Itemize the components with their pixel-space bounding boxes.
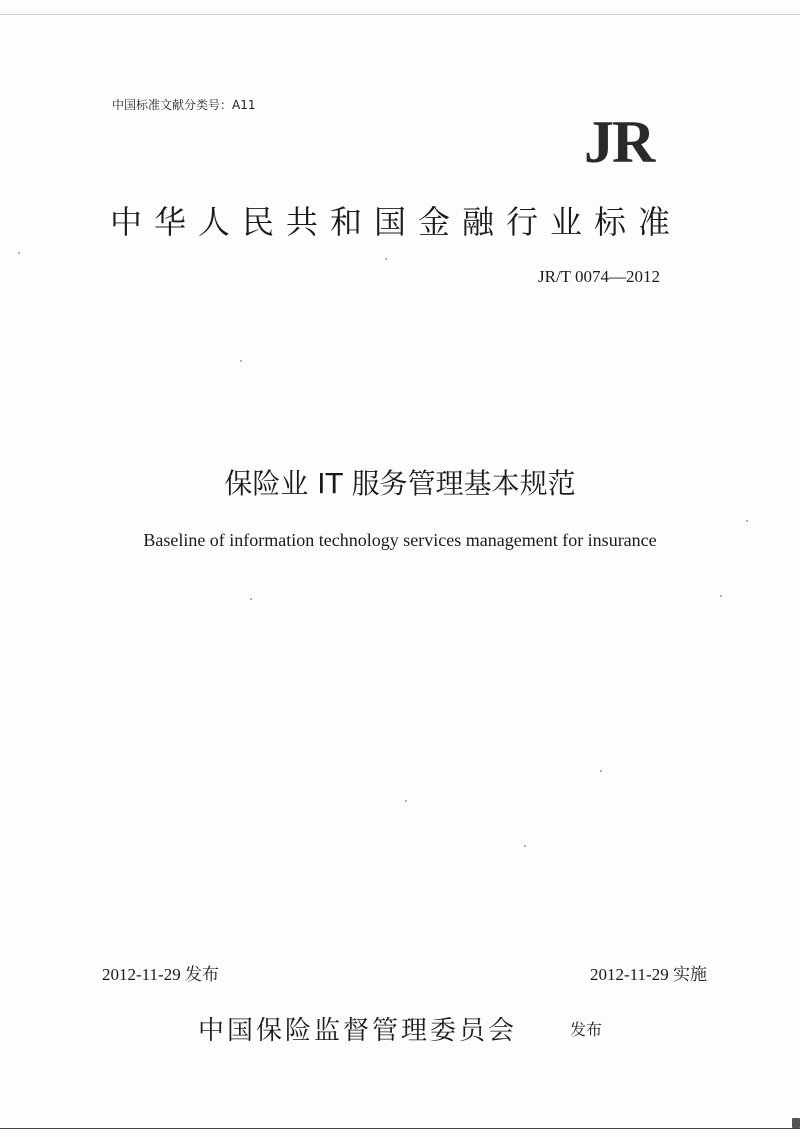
implementation-date: 2012-11-29 实施 [590,965,707,984]
standard-number: JR/T 0074—2012 [538,267,661,286]
classification-code: 中国标准文献分类号：A11 [112,98,256,112]
top-scan-edge [0,14,800,15]
bottom-scan-edge [0,1128,800,1129]
issue-date: 2012-11-29 发布 [102,965,219,984]
document-title-english: Baseline of information technology services management for insurance [143,530,657,550]
jr-logo: JR [584,109,654,175]
scan-speck [600,770,602,772]
scan-speck [240,360,242,362]
scan-speck [250,598,252,600]
document-title-chinese: 保险业 IT 服务管理基本规范 [224,467,576,500]
scan-speck [524,845,526,847]
scan-speck [405,800,407,802]
scan-speck [385,258,387,260]
standard-type-heading: 中华人民共和国金融行业标准 [110,203,683,241]
publisher-suffix: 发布 [570,1020,603,1039]
scan-speck [720,595,722,597]
scan-speck [18,252,20,254]
scan-speck [792,1118,800,1128]
publisher-name: 中国保险监督管理委员会 [198,1016,518,1046]
scan-speck [746,520,748,522]
